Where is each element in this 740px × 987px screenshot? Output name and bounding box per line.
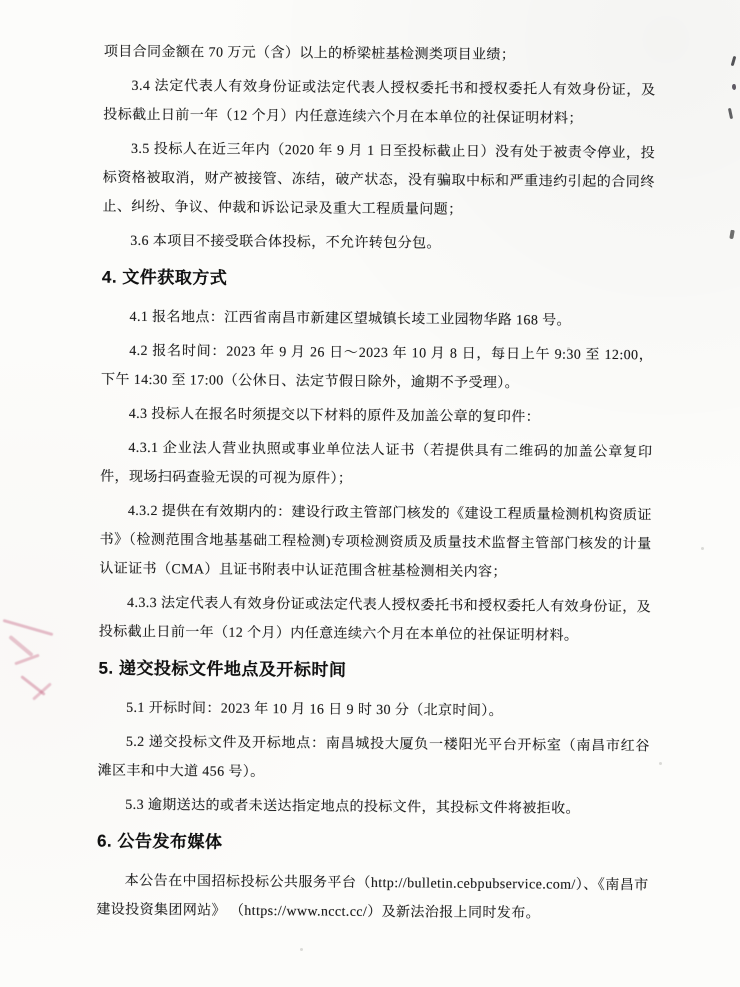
ink-smudge: [728, 108, 733, 119]
pen-mark: [3, 619, 54, 636]
pen-mark: [8, 635, 34, 657]
pen-mark: [20, 675, 45, 696]
paragraph-5-2: 5.2 递交投标文件及开标地点：南昌城投大厦负一楼阳光平台开标室（南昌市红谷滩区丰和中大道 456 号）。: [97, 734, 650, 781]
ink-smudge: [731, 56, 737, 66]
scan-speck: [659, 762, 662, 765]
pen-mark: [14, 654, 39, 666]
paragraph-4-3-2: 4.3.2 提供在有效期内的：建设行政主管部门核发的《建设工程质量检测机构资质证书》（检测范围含地基基础工程检测)专项检测资质及质量技术监督主管部门核发的计量认证证书（CMA）且证书附表中认证范围含桩基检测相关内容；: [99, 503, 652, 581]
paragraph-3-4: 3.4 法定代表人有效身份证或法定代表人授权委托书和授权委托人有效身份证，及投标截止日前一年（12 个月）内任意连续六个月在本单位的社保证明材料；: [103, 78, 656, 127]
ink-smudge: [732, 84, 737, 90]
section-heading-4: 4. 文件获取方式: [101, 267, 228, 288]
section-heading-6: 6. 公告发布媒体: [96, 831, 223, 852]
paragraph-5-1: 5.1 开标时间：2023 年 10 月 16 日 9 时 30 分（北京时间）。: [126, 700, 504, 720]
paragraph-6-body: 本公告在中国招标投标公共服务平台（http://bulletin.cebpubservice.com/）、《南昌市建设投资集团网站》 （https://www.ncct.cc/）及新法治报上同时发布。: [96, 873, 649, 922]
paragraph-3-6: 3.6 本项目不接受联合体投标，不允许转包分包。: [130, 233, 441, 252]
paragraph-4-3: 4.3 投标人在报名时须提交以下材料的原件及加盖公章的复印件：: [128, 406, 541, 426]
paragraph-4-1: 4.1 报名地点：江西省南昌市新建区望城镇长堎工业园物华路 168 号。: [129, 309, 572, 329]
paragraph-3-3-continuation: 项目合同金额在 70 万元（含）以上的桥梁桩基检测类项目业绩；: [103, 44, 516, 64]
document-text-block: [96, 38, 656, 935]
scan-speck: [300, 948, 303, 951]
paragraph-3-5: 3.5 投标人在近三年内（2020 年 9 月 1 日至投标截止日）没有处于被责令停业，投标资格被取消，财产被接管、冻结，破产状态，没有骗取中标和严重违约引起的合同终止、纠纷、争议、仲裁和诉讼记录及重大工程质量问题；: [102, 141, 656, 218]
paragraph-5-3: 5.3 逾期送达的或者未送达指定地点的投标文件，其投标文件将被拒收。: [125, 797, 580, 817]
section-heading-5: 5. 递交投标文件地点及开标时间: [98, 658, 347, 680]
paragraph-4-3-1: 4.3.1 企业法人营业执照或事业单位法人证书（若提供具有二维码的加盖公章复印件，现场扫码查验无误的可视为原件）；: [100, 440, 653, 487]
scan-speck: [701, 547, 704, 550]
ink-smudge: [729, 230, 735, 240]
paragraph-4-3-3: 4.3.3 法定代表人有效身份证或法定代表人授权委托书和授权委托人有效身份证，及投标截止日前一年（12 个月）内任意连续六个月在本单位的社保证明材料。: [98, 595, 652, 644]
pen-mark: [32, 682, 52, 700]
paragraph-4-2: 4.2 报名时间：2023 年 9 月 26 日～2023 年 10 月 8 日，每日上午 9:30 至 12:00，下午 14:30 至 17:00（公休日、法定节假日除外，逾期不予受理）。: [100, 343, 654, 392]
